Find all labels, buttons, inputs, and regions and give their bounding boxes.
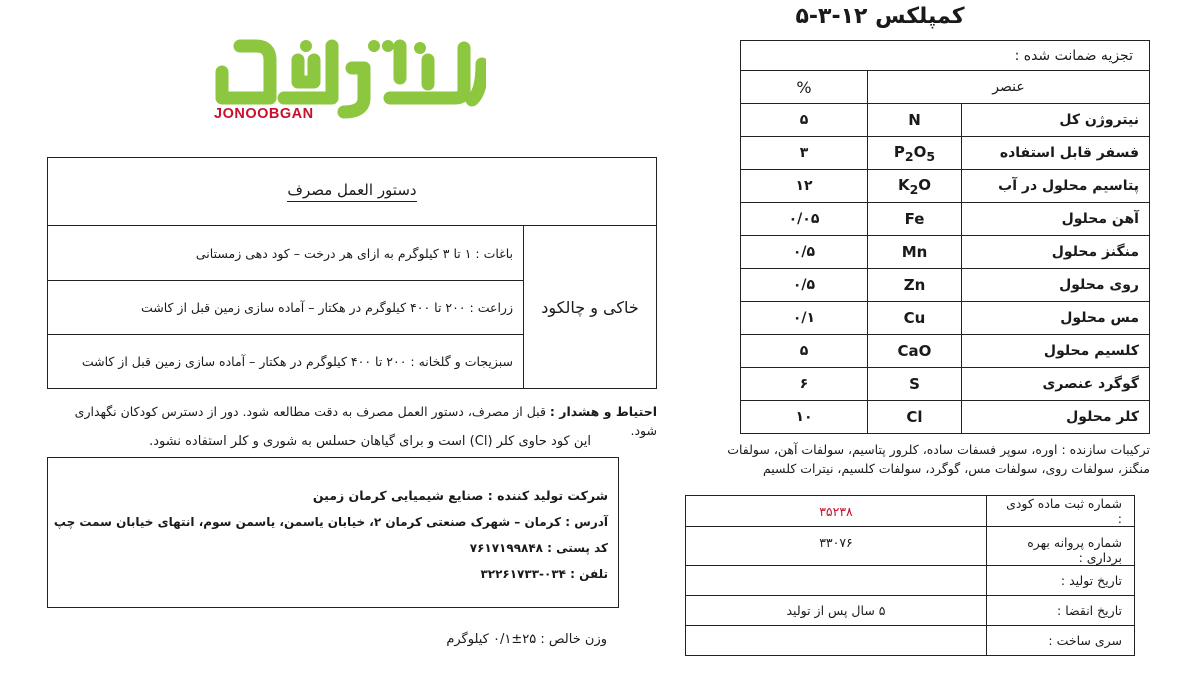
usage-title: دستور العمل مصرف	[287, 181, 416, 202]
guaranteed-analysis-table	[740, 40, 1150, 434]
element-symbol: Cl	[868, 401, 962, 434]
production-date-value	[686, 566, 987, 596]
element-name: روی محلول	[962, 269, 1150, 302]
element-symbol: CaO	[868, 335, 962, 368]
table-row	[741, 401, 1150, 434]
batch-value	[686, 626, 987, 656]
element-symbol	[868, 170, 962, 203]
table-row	[741, 203, 1150, 236]
element-percent: ۰/۵	[741, 269, 868, 302]
manufacturer-box	[47, 457, 619, 608]
table-row	[741, 170, 1150, 203]
element-symbol: Fe	[868, 203, 962, 236]
expiry-date-label: تاریخ انقضا :	[987, 596, 1135, 626]
element-symbol: N	[868, 104, 962, 137]
logo-dot	[300, 40, 312, 52]
element-name: مس محلول	[962, 302, 1150, 335]
table-row	[741, 137, 1150, 170]
reg-number-label: شماره ثبت ماده کودی :	[987, 496, 1135, 527]
logo-caption: JONOOBGAN	[214, 106, 314, 122]
element-percent: ۰/۱	[741, 302, 868, 335]
analysis-caption-row	[741, 41, 1150, 71]
analysis-caption: تجزیه ضمانت شده :	[741, 41, 1150, 71]
net-weight: وزن خالص : ۲۵±۰/۱ کیلوگرم	[446, 632, 607, 647]
element-name: منگنز محلول	[962, 236, 1150, 269]
ingredients-line: ترکیبات سازنده : اوره، سوپر فسفات ساده، کلرور پتاسیم، سولفات آهن، سولفات	[727, 442, 1150, 457]
table-row	[686, 566, 1135, 596]
product-title: کمپلکس ۱۲-۳-۵	[795, 4, 965, 29]
table-row	[741, 104, 1150, 137]
usage-row-orchards: باغات : ۱ تا ۳ کیلوگرم به ازای هر درخت – کود دهی زمستانی	[48, 226, 523, 281]
element-percent: ۶	[741, 368, 868, 401]
table-row	[741, 269, 1150, 302]
table-row	[741, 302, 1150, 335]
element-percent: ۰/۵	[741, 236, 868, 269]
element-name: فسفر قابل استفاده	[962, 137, 1150, 170]
manufacturer-postal-code: کد پستی : ۷۶۱۷۱۹۹۸۴۸	[469, 541, 608, 555]
analysis-col-element: عنصر	[868, 71, 1150, 104]
table-row	[686, 596, 1135, 626]
batch-label: سری ساخت :	[987, 626, 1135, 656]
table-row	[741, 335, 1150, 368]
reg-number-value: ۳۵۲۳۸	[686, 496, 987, 527]
ingredients-line: منگنز، سولفات روی، سولفات مس، گوگرد، سولفات کلسیم، نیترات کلسیم	[762, 461, 1150, 476]
expiry-date-value: ۵ سال پس از تولید	[686, 596, 987, 626]
warning-label: احتیاط و هشدار :	[549, 404, 657, 419]
license-number-value: ۳۳۰۷۶	[686, 527, 987, 566]
p2o5-formula: $P_2O_5$	[893, 142, 936, 164]
ingredients-text	[630, 440, 1150, 478]
table-row	[741, 236, 1150, 269]
usage-instructions-table	[47, 157, 657, 389]
element-symbol	[868, 137, 962, 170]
usage-title-row	[48, 158, 656, 226]
element-percent: ۱۰	[741, 401, 868, 434]
element-name: کلسیم محلول	[962, 335, 1150, 368]
analysis-header-row	[741, 71, 1150, 104]
analysis-col-percent: %	[741, 71, 868, 104]
table-row	[686, 527, 1135, 566]
element-name: پتاسیم محلول در آب	[962, 170, 1150, 203]
element-symbol: Mn	[868, 236, 962, 269]
element-symbol: Zn	[868, 269, 962, 302]
manufacturer-address: آدرس : کرمان – شهرک صنعتی کرمان ۲، خیابان یاسمن، یاسمن سوم، انتهای خیابان سمت چپ	[53, 515, 608, 529]
element-name: نیتروژن کل	[962, 104, 1150, 137]
element-name: آهن محلول	[962, 203, 1150, 236]
license-number-label: شماره پروانه بهره برداری :	[987, 527, 1135, 566]
element-name: گوگرد عنصری	[962, 368, 1150, 401]
usage-category: خاکی و چالکود	[523, 226, 656, 388]
production-date-label: تاریخ تولید :	[987, 566, 1135, 596]
element-percent: ۱۲	[741, 170, 868, 203]
element-name: کلر محلول	[962, 401, 1150, 434]
element-percent: ۳	[741, 137, 868, 170]
table-row	[686, 496, 1135, 527]
usage-row-farming: زراعت : ۲۰۰ تا ۴۰۰ کیلوگرم در هکتار – آماده سازی زمین قبل از کاشت	[48, 281, 523, 335]
chlorine-warning: این کود حاوی کلر (Cl) است و برای گیاهان حسلس به شوری و کلر استفاده نشود.	[149, 434, 591, 449]
table-row	[741, 368, 1150, 401]
element-symbol: S	[868, 368, 962, 401]
logo-dot	[382, 40, 394, 52]
manufacturer-phone: تلفن : ۰۳۴-۳۲۲۶۱۷۳۳	[480, 567, 608, 581]
element-symbol: Cu	[868, 302, 962, 335]
logo-dot	[368, 40, 380, 52]
element-percent: ۵	[741, 335, 868, 368]
usage-row-greenhouse: سبزیجات و گلخانه : ۲۰۰ تا ۴۰۰ کیلوگرم در هکتار – آماده سازی زمین قبل از کاشت	[81, 354, 513, 369]
element-percent: ۰/۰۵	[741, 203, 868, 236]
logo-dot	[414, 42, 426, 54]
element-percent: ۵	[741, 104, 868, 137]
warning-body: قبل از مصرف، دستور العمل مصرف به دقت مطالعه شود. دور از دسترس کودکان نگهداری شود.	[74, 404, 657, 438]
k2o-formula: $K_2O$	[897, 175, 932, 197]
registration-table	[685, 495, 1135, 656]
manufacturer-company: شرکت تولید کننده : صنایع شیمیایی کرمان زمین	[312, 488, 608, 503]
table-row	[686, 626, 1135, 656]
